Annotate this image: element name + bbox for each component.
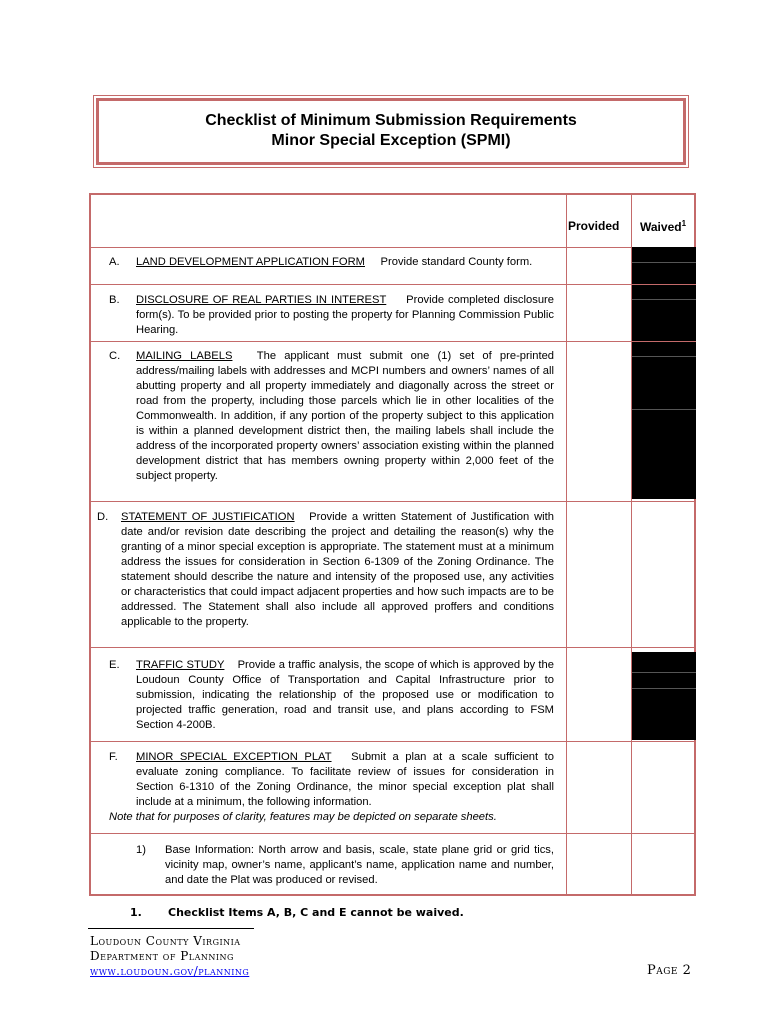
row-body: Base Information: North arrow and basis, scale, state plane grid or grid tics, vicinity map, owner’s name, applicant’s name, application name and number, and date the Plat was produced or revised. bbox=[165, 844, 554, 886]
footer-department: Department of Planning bbox=[90, 949, 234, 963]
row-body: The applicant must submit one (1) set of pre-printed address/mailing labels with addresses and MCPI numbers and owners’ names of all abutting property and all property immediately and diagonally across the street or road from the property, including those parcels which lie in other localities of the Commonwealth. In addition, if any portion of the property subject to this application is within a planned development district then, the mailing labels shall include the address of the incorporated property owners’ association existing within the planned development district that has members owning property within 2,000 feet of the subject property. bbox=[136, 350, 555, 482]
row-text bbox=[121, 510, 554, 630]
row-letter: A. bbox=[109, 256, 120, 268]
row-body: Submit a plan at a scale sufficient to evaluate zoning compliance. To facilitate review of issues for consideration in Section 6-1310 of the Zoning Ordinance, the minor special exception plat shall include at a minimum, the following information. bbox=[136, 751, 554, 808]
row-letter: F. bbox=[109, 751, 118, 763]
footnote-text: Checklist Items A, B, C and E cannot be waived. bbox=[168, 906, 464, 919]
footer-organization bbox=[90, 934, 249, 979]
row-letter: D. bbox=[97, 511, 109, 523]
table-row bbox=[91, 742, 694, 834]
provided-header: Provided bbox=[568, 219, 620, 233]
document-subtitle: Minor Special Exception (SPMI) bbox=[271, 132, 511, 149]
footer-website-link[interactable]: www.loudoun.gov/planning bbox=[90, 964, 250, 978]
row-body: Provide a traffic analysis, the scope of which is approved by the Loudoun County Office of Transportation and Capital Infrastructure prior to submission, indicating the relationship of the proposed use or modification to projected traffic generation, road and transit use, and plans according to FSM Section 4-200B. bbox=[136, 659, 554, 731]
row-letter: 1) bbox=[136, 844, 146, 856]
row-heading: MINOR SPECIAL EXCEPTION PLAT bbox=[136, 751, 332, 763]
footer-rule bbox=[88, 928, 254, 929]
row-heading: STATEMENT OF JUSTIFICATION bbox=[121, 511, 295, 523]
document-title: Checklist of Minimum Submission Requirements bbox=[205, 112, 577, 129]
footnote-number: 1. bbox=[130, 906, 142, 919]
waived-blocked-cell bbox=[632, 342, 696, 499]
row-body: Provide standard County form. bbox=[380, 256, 533, 268]
row-heading: MAILING LABELS bbox=[136, 350, 233, 362]
table-row bbox=[91, 285, 694, 342]
waived-footnote-ref: 1 bbox=[681, 219, 687, 228]
row-text bbox=[136, 255, 554, 270]
waived-header-label: Waived bbox=[640, 220, 682, 234]
table-row bbox=[91, 247, 694, 285]
table-row bbox=[91, 342, 694, 502]
row-letter: B. bbox=[109, 294, 120, 306]
row-text bbox=[136, 750, 554, 810]
waived-blocked-cell bbox=[632, 285, 696, 341]
table-row bbox=[91, 648, 694, 742]
row-letter: C. bbox=[109, 350, 121, 362]
row-note: Note that for purposes of clarity, features may be depicted on separate sheets. bbox=[109, 811, 497, 823]
waived-blocked-cell bbox=[632, 247, 696, 284]
row-body: Provide a written Statement of Justification with date and/or revision date describing the project and detailing the reason(s) why the granting of a minor special exception is appropriate. The statement must at a minimum address the issues for consideration in Section 6-1309 of the Zoning Ordinance. The statement should describe the nature and intensity of the proposed use, any activities or characteristics that could impact adjacent properties and how such impacts are to be addressed. The Statement shall also include all approved proffers and conditions applicable to the property. bbox=[121, 511, 554, 628]
row-text bbox=[136, 349, 554, 484]
row-body: Provide completed disclosure form(s). To be provided prior to posting the property for Planning Commission Public Hearing. bbox=[136, 294, 554, 336]
table-row bbox=[91, 834, 694, 896]
waived-header bbox=[640, 219, 686, 234]
row-letter: E. bbox=[109, 659, 120, 671]
footer-county: Loudoun County Virginia bbox=[90, 934, 241, 948]
row-heading: DISCLOSURE OF REAL PARTIES IN INTEREST bbox=[136, 294, 387, 306]
row-text bbox=[165, 843, 554, 888]
checklist-table bbox=[89, 193, 696, 896]
row-text bbox=[136, 658, 554, 733]
row-text bbox=[136, 293, 554, 338]
row-heading: LAND DEVELOPMENT APPLICATION FORM bbox=[136, 256, 365, 268]
table-header bbox=[91, 195, 694, 248]
footnote bbox=[130, 906, 464, 919]
title-box bbox=[96, 98, 686, 165]
table-row bbox=[91, 502, 694, 648]
page-number: Page 2 bbox=[647, 963, 692, 978]
row-heading: TRAFFIC STUDY bbox=[136, 659, 225, 671]
waived-blocked-cell bbox=[632, 652, 696, 740]
